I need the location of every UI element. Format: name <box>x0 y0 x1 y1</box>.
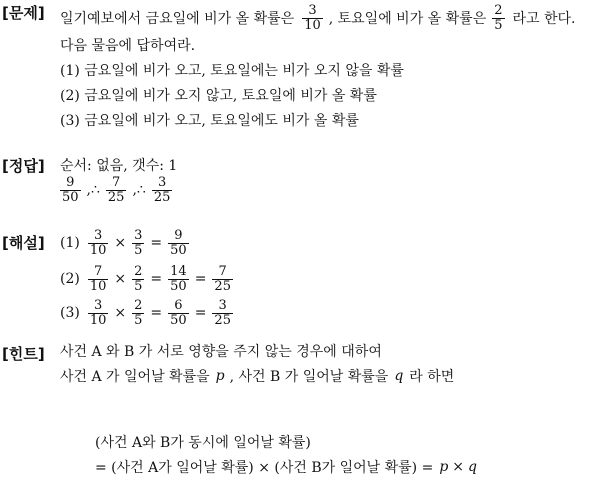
problem-intro-c: 라고 한다. <box>512 11 576 27</box>
equals-sign: = <box>194 305 207 321</box>
formula-times: × <box>452 459 465 475</box>
solution-row <box>60 262 235 296</box>
times-sign: × <box>114 235 127 251</box>
problem-intro-a: 일기예보에서 금요일에 비가 올 확률은 <box>60 11 295 27</box>
problem-intro <box>60 0 576 36</box>
solution-term-fraction: $\frac{2}{5}$ <box>134 263 143 294</box>
solution-term-fraction: $\frac{2}{5}$ <box>134 297 143 328</box>
solution-row <box>60 226 191 260</box>
hint-line-2-b: , 사건 B 가 일어날 확률을 <box>229 369 389 385</box>
hint-line-2-c: 라 하면 <box>409 369 455 385</box>
equals-sign: = <box>150 235 163 251</box>
solution-term-fraction: $\frac{3}{10}$ <box>89 297 107 328</box>
question-3: (3) 금요일에 비가 오고, 토요일에도 비가 올 확률 <box>60 113 359 129</box>
solution-term-fraction: $\frac{3}{5}$ <box>134 227 143 258</box>
solution-result-fraction: $\frac{6}{50}$ <box>170 297 187 328</box>
solution-result-fraction: $\frac{14}{50}$ <box>170 263 187 294</box>
solution-row-index: (3) <box>60 305 80 321</box>
times-sign: × <box>114 271 127 287</box>
variable-p: p <box>215 368 225 384</box>
answer-2: $\frac{7}{25}$ <box>107 174 125 205</box>
solution-term-fraction: $\frac{7}{10}$ <box>89 263 107 294</box>
solution-label: [해설] <box>2 234 45 252</box>
solution-result-fraction: $\frac{7}{25}$ <box>214 263 231 294</box>
equals-sign: = <box>150 271 163 287</box>
hint-line-2 <box>60 366 454 386</box>
problem-label: [문제] <box>2 4 45 22</box>
hint-label: [힌트] <box>2 345 45 363</box>
times-sign: × <box>114 305 127 321</box>
solution-result-fraction: $\frac{9}{50}$ <box>170 227 187 258</box>
problem-instruction: 다음 물음에 답하여라. <box>60 38 196 54</box>
fraction-saturday-prob: $\frac{2}{5}$ <box>494 2 503 33</box>
solution-result-fraction: $\frac{3}{25}$ <box>214 297 231 328</box>
solution-row <box>60 296 235 330</box>
hint-formula-2-text: = (사건 A가 일어날 확률) × (사건 B가 일어날 확률) = <box>95 460 434 476</box>
answer-1: $\frac{9}{50}$ <box>62 174 79 205</box>
solution-row-index: (2) <box>60 271 80 287</box>
variable-q: q <box>394 368 404 384</box>
question-1: (1) 금요일에 비가 오고, 토요일에는 비가 오지 않을 확률 <box>60 63 404 79</box>
hint-formula-2 <box>95 457 477 477</box>
answer-label: [정답] <box>2 157 45 175</box>
answer-separator: ,∴ <box>86 182 100 198</box>
answer-separator: ,∴ <box>132 182 146 198</box>
hint-formula-1: (사건 A와 B가 동시에 일어날 확률) <box>95 435 311 451</box>
hint-line-1: 사건 A 와 B 가 서로 영향을 주지 않는 경우에 대하여 <box>60 344 382 360</box>
hint-line-2-a: 사건 A 가 일어날 확률을 <box>60 369 210 385</box>
formula-p: p <box>439 459 449 475</box>
problem-intro-b: , 토요일에 비가 올 확률은 <box>328 11 487 27</box>
answer-meta: 순서: 없음, 갯수: 1 <box>60 158 178 174</box>
solution-row-index: (1) <box>60 235 80 251</box>
fraction-friday-prob: $\frac{3}{10}$ <box>304 2 321 33</box>
question-2: (2) 금요일에 비가 오지 않고, 토요일에 비가 올 확률 <box>60 88 377 104</box>
formula-q: q <box>468 459 477 475</box>
answer-values <box>58 172 174 208</box>
solution-term-fraction: $\frac{3}{10}$ <box>89 227 107 258</box>
equals-sign: = <box>150 305 163 321</box>
equals-sign: = <box>194 271 207 287</box>
answer-3: $\frac{3}{25}$ <box>153 174 171 205</box>
